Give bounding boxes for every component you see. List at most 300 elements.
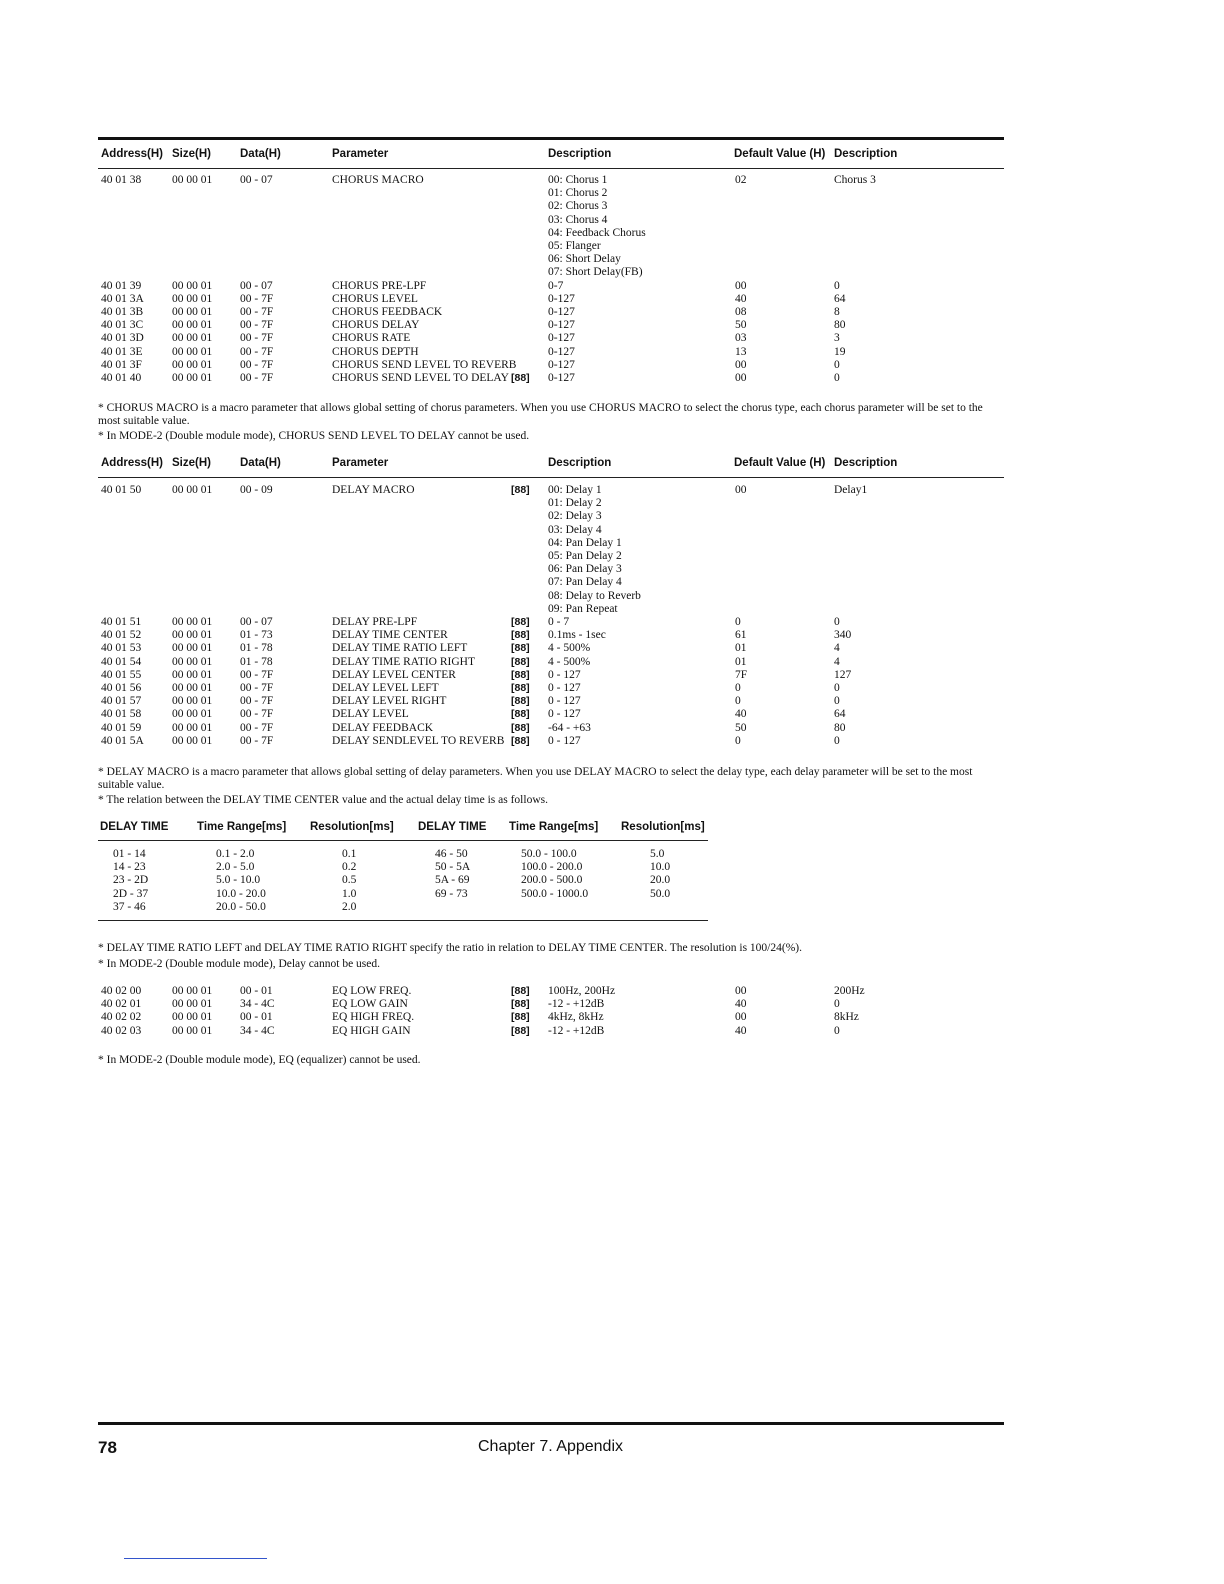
- size-cell: 00 00 01: [172, 682, 213, 694]
- parameter-cell: CHORUS MACRO: [332, 174, 424, 186]
- parameter-cell: CHORUS PRE-LPF: [332, 279, 427, 292]
- description-cell: 0 - 127: [548, 734, 581, 747]
- default-value-cell: 03: [735, 332, 747, 345]
- chorus-note-macro: * CHORUS MACRO is a macro parameter that allows global setting of chorus parameters. When you use CHORUS MACRO to select the chorus type, each chorus parameter will be set to the most suitable value.: [98, 402, 983, 428]
- bottom-rule: [98, 1422, 1004, 1425]
- default-value-cell: 40: [735, 998, 747, 1011]
- address-cell: 40 02 03: [101, 1024, 142, 1037]
- parameter-cell: DELAY PRE-LPF: [332, 616, 418, 628]
- default-value-cell: 08: [735, 306, 747, 318]
- address-cell: 40 01 51: [101, 616, 142, 628]
- parameter-cell: CHORUS SEND LEVEL TO DELAY: [332, 372, 509, 384]
- default-value-cell: 00: [735, 985, 747, 997]
- tag-cell: [88]: [511, 998, 530, 1011]
- data-cell: 00 - 7F: [240, 721, 274, 734]
- tag-cell: [88]: [511, 695, 530, 708]
- tag-cell: [88]: [511, 372, 530, 384]
- description-cell: 0-127: [548, 292, 575, 305]
- data-cell: 00 - 7F: [240, 668, 274, 681]
- table-row: [98, 682, 1004, 695]
- size-cell: 00 00 01: [172, 319, 213, 332]
- address-cell: 40 01 59: [101, 721, 142, 734]
- default-description-cell: 0: [834, 734, 840, 747]
- description-cell: -64 - +63: [548, 721, 591, 734]
- ratio-note: * DELAY TIME RATIO LEFT and DELAY TIME RATIO RIGHT specify the ratio in relation to DELAY TIME CENTER. The resolution is 100/24(%).: [98, 942, 802, 954]
- table-row: [98, 735, 1004, 748]
- chapter-title: Chapter 7. Appendix: [478, 1438, 623, 1455]
- dt-resolution-1: 0.5: [342, 874, 357, 887]
- default-description-cell: Delay1: [834, 484, 868, 496]
- address-cell: 40 01 3D: [101, 332, 144, 345]
- dt-time-range-1: 0.1 - 2.0: [216, 848, 255, 860]
- default-value-cell: 13: [735, 345, 747, 358]
- table-row: [98, 484, 1004, 497]
- table-row: [98, 656, 1004, 669]
- tag-cell: [88]: [511, 734, 530, 747]
- default-description-cell: 3: [834, 332, 840, 345]
- table-row: [98, 563, 1004, 576]
- header-default-value: Default Value (H): [734, 148, 826, 160]
- parameter-cell: DELAY TIME RATIO LEFT: [332, 642, 468, 655]
- parameter-cell: DELAY FEEDBACK: [332, 721, 434, 734]
- size-cell: 00 00 01: [172, 695, 213, 708]
- description-cell: 0-127: [548, 372, 575, 384]
- data-cell: 00 - 07: [240, 174, 273, 186]
- eq-note: * In MODE-2 (Double module mode), EQ (equalizer) cannot be used.: [98, 1054, 421, 1066]
- description-cell: 02: Delay 3: [548, 510, 602, 523]
- parameter-cell: DELAY TIME RATIO RIGHT: [332, 655, 475, 668]
- table-row: [98, 550, 1004, 563]
- size-cell: 00 00 01: [172, 616, 213, 628]
- table-row: [98, 524, 1004, 537]
- dt-header-time-range-1: Time Range[ms]: [197, 821, 287, 833]
- table-row: [98, 266, 1004, 279]
- size-cell: 00 00 01: [172, 345, 213, 358]
- tag-cell: [88]: [511, 668, 530, 681]
- data-cell: 00 - 7F: [240, 682, 274, 694]
- address-cell: 40 01 55: [101, 668, 142, 681]
- default-value-cell: 50: [735, 721, 747, 734]
- table-row: [98, 576, 1004, 589]
- default-description-cell: 64: [834, 708, 846, 721]
- size-cell: 00 00 01: [172, 998, 213, 1011]
- size-cell: 00 00 01: [172, 721, 213, 734]
- data-cell: 00 - 7F: [240, 734, 274, 747]
- description-cell: 0 - 127: [548, 708, 581, 721]
- description-cell: 09: Pan Repeat: [548, 602, 618, 615]
- data-cell: 00 - 01: [240, 1011, 273, 1024]
- default-description-cell: 80: [834, 319, 846, 332]
- size-cell: 00 00 01: [172, 1011, 213, 1024]
- table-row: [98, 510, 1004, 523]
- header-size: Size(H): [172, 457, 211, 469]
- default-description-cell: 4: [834, 642, 840, 655]
- parameter-cell: EQ LOW FREQ.: [332, 985, 412, 997]
- dt-header-time-range-2: Time Range[ms]: [509, 821, 599, 833]
- size-cell: 00 00 01: [172, 1024, 213, 1037]
- address-cell: 40 01 50: [101, 484, 142, 496]
- size-cell: 00 00 01: [172, 642, 213, 655]
- address-cell: 40 01 5A: [101, 734, 144, 747]
- table-row: [98, 642, 1004, 655]
- table-row: [98, 346, 1004, 359]
- table-row: [98, 200, 1004, 213]
- default-description-cell: 0: [834, 616, 840, 628]
- description-cell: 4 - 500%: [548, 655, 591, 668]
- tag-cell: [88]: [511, 1024, 530, 1037]
- default-description-cell: 0: [834, 682, 840, 694]
- tag-cell: [88]: [511, 721, 530, 734]
- dt-resolution-2: 20.0: [650, 874, 671, 887]
- size-cell: 00 00 01: [172, 484, 213, 496]
- dt-resolution-1: 2.0: [342, 900, 357, 913]
- description-cell: 02: Chorus 3: [548, 200, 608, 213]
- table-row: [98, 985, 1004, 998]
- tag-cell: [88]: [511, 629, 530, 642]
- description-cell: 08: Delay to Reverb: [548, 589, 641, 602]
- default-value-cell: 00: [735, 1011, 747, 1024]
- address-cell: 40 01 53: [101, 642, 142, 655]
- dt-resolution-1: 0.2: [342, 861, 357, 874]
- size-cell: 00 00 01: [172, 985, 213, 997]
- header-data: Data(H): [240, 457, 281, 469]
- delay-table-header: [98, 457, 1004, 475]
- description-cell: 100Hz, 200Hz: [548, 985, 616, 997]
- default-value-cell: 00: [735, 358, 747, 371]
- tag-cell: [88]: [511, 708, 530, 721]
- header-address: Address(H): [101, 457, 163, 469]
- table-row: [98, 214, 1004, 227]
- tag-cell: [88]: [511, 1011, 530, 1024]
- table-row: [98, 1011, 1004, 1024]
- table-row: [98, 372, 1004, 385]
- parameter-cell: DELAY LEVEL RIGHT: [332, 695, 447, 708]
- header-parameter: Parameter: [332, 457, 389, 469]
- parameter-cell: DELAY MACRO: [332, 484, 415, 496]
- dt-delay-time-2: 5A - 69: [435, 874, 470, 887]
- table-row: [98, 708, 1004, 721]
- description-cell: 04: Feedback Chorus: [548, 226, 646, 239]
- tag-cell: [88]: [511, 484, 530, 496]
- table-row: [98, 293, 1004, 306]
- description-cell: 00: Delay 1: [548, 484, 602, 496]
- description-cell: 06: Pan Delay 3: [548, 563, 622, 576]
- dt-resolution-2: 5.0: [650, 848, 665, 860]
- chorus-table-header: [98, 148, 1004, 166]
- dt-resolution-1: 1.0: [342, 887, 357, 900]
- address-cell: 40 01 38: [101, 174, 142, 186]
- default-value-cell: 61: [735, 629, 747, 642]
- default-value-cell: 40: [735, 292, 747, 305]
- dt-time-range-2: 500.0 - 1000.0: [521, 887, 589, 900]
- dt-time-range-1: 2.0 - 5.0: [216, 861, 255, 874]
- description-cell: 4 - 500%: [548, 642, 591, 655]
- default-value-cell: 0: [735, 616, 741, 628]
- tag-cell: [88]: [511, 616, 530, 628]
- size-cell: 00 00 01: [172, 668, 213, 681]
- data-cell: 00 - 7F: [240, 345, 274, 358]
- dt-delay-time-2: 50 - 5A: [435, 861, 471, 874]
- address-cell: 40 01 3A: [101, 292, 144, 305]
- default-value-cell: 50: [735, 319, 747, 332]
- description-cell: 07: Short Delay(FB): [548, 266, 643, 279]
- table-row: [98, 874, 708, 887]
- dt-resolution-2: 50.0: [650, 887, 671, 900]
- data-cell: 00 - 7F: [240, 708, 274, 721]
- delay-mode2-note: * In MODE-2 (Double module mode), Delay cannot be used.: [98, 958, 380, 970]
- description-cell: 06: Short Delay: [548, 253, 621, 266]
- default-value-cell: 01: [735, 655, 747, 668]
- description-cell: 0.1ms - 1sec: [548, 629, 606, 642]
- table-row: [98, 306, 1004, 319]
- default-description-cell: 80: [834, 721, 846, 734]
- default-description-cell: 8kHz: [834, 1011, 859, 1024]
- description-cell: 4kHz, 8kHz: [548, 1011, 604, 1024]
- default-description-cell: 0: [834, 1024, 840, 1037]
- default-value-cell: 00: [735, 372, 747, 384]
- description-cell: 0-127: [548, 332, 575, 345]
- header-data: Data(H): [240, 148, 281, 160]
- address-cell: 40 01 52: [101, 629, 142, 642]
- parameter-cell: EQ LOW GAIN: [332, 998, 408, 1011]
- dt-header-delay-time-2: DELAY TIME: [418, 821, 487, 833]
- default-description-cell: 8: [834, 306, 840, 318]
- header-size: Size(H): [172, 148, 211, 160]
- default-value-cell: 0: [735, 695, 741, 708]
- default-description-cell: 64: [834, 292, 846, 305]
- delay-time-table-header: [98, 821, 708, 839]
- size-cell: 00 00 01: [172, 292, 213, 305]
- description-cell: 0 - 7: [548, 616, 570, 628]
- default-value-cell: 0: [735, 734, 741, 747]
- description-cell: 0-127: [548, 345, 575, 358]
- size-cell: 00 00 01: [172, 306, 213, 318]
- table-row: [98, 603, 1004, 616]
- table-row: [98, 669, 1004, 682]
- table-row: [98, 280, 1004, 293]
- description-cell: -12 - +12dB: [548, 1024, 605, 1037]
- data-cell: 00 - 7F: [240, 372, 274, 384]
- data-cell: 34 - 4C: [240, 1024, 275, 1037]
- data-cell: 00 - 7F: [240, 332, 274, 345]
- chorus-header-divider: [98, 168, 1004, 169]
- table-row: [98, 616, 1004, 629]
- parameter-cell: EQ HIGH GAIN: [332, 1024, 411, 1037]
- size-cell: 00 00 01: [172, 708, 213, 721]
- default-description-cell: 0: [834, 998, 840, 1011]
- table-row: [98, 1025, 1004, 1038]
- default-description-cell: 4: [834, 655, 840, 668]
- data-cell: 00 - 7F: [240, 319, 274, 332]
- table-row: [98, 695, 1004, 708]
- table-row: [98, 227, 1004, 240]
- description-cell: 04: Pan Delay 1: [548, 536, 622, 549]
- dt-resolution-1: 0.1: [342, 848, 357, 860]
- description-cell: 0 - 127: [548, 668, 581, 681]
- table-row: [98, 901, 708, 914]
- table-row: [98, 888, 708, 901]
- address-cell: 40 01 54: [101, 655, 142, 668]
- description-cell: 0-127: [548, 319, 575, 332]
- dt-delay-time-1: 14 - 23: [113, 861, 146, 874]
- description-cell: 03: Chorus 4: [548, 213, 608, 226]
- table-row: [98, 319, 1004, 332]
- description-cell: 0 - 127: [548, 695, 581, 708]
- tag-cell: [88]: [511, 642, 530, 655]
- default-description-cell: 340: [834, 629, 852, 642]
- data-cell: 00 - 07: [240, 616, 273, 628]
- default-value-cell: 7F: [735, 668, 748, 681]
- dt-time-range-1: 10.0 - 20.0: [216, 887, 266, 900]
- description-cell: 03: Delay 4: [548, 523, 602, 536]
- dt-delay-time-1: 2D - 37: [113, 887, 149, 900]
- parameter-cell: CHORUS LEVEL: [332, 292, 418, 305]
- description-cell: 05: Pan Delay 2: [548, 550, 622, 562]
- dt-time-range-1: 5.0 - 10.0: [216, 874, 261, 887]
- address-cell: 40 01 58: [101, 708, 142, 721]
- default-value-cell: 40: [735, 1024, 747, 1037]
- default-value-cell: 01: [735, 642, 747, 655]
- link-underline: [124, 1558, 267, 1559]
- description-cell: 0-7: [548, 279, 564, 292]
- default-value-cell: 00: [735, 279, 747, 292]
- dt-header-delay-time-1: DELAY TIME: [100, 821, 169, 833]
- description-cell: 0 - 127: [548, 682, 581, 694]
- data-cell: 00 - 7F: [240, 292, 274, 305]
- address-cell: 40 01 56: [101, 682, 142, 694]
- data-cell: 00 - 07: [240, 279, 273, 292]
- description-cell: 05: Flanger: [548, 240, 601, 252]
- data-cell: 01 - 78: [240, 655, 273, 668]
- default-description-cell: 200Hz: [834, 985, 865, 997]
- table-row: [98, 174, 1004, 187]
- parameter-cell: DELAY TIME CENTER: [332, 629, 448, 642]
- table-row: [98, 187, 1004, 200]
- data-cell: 01 - 73: [240, 629, 273, 642]
- parameter-cell: CHORUS RATE: [332, 332, 411, 345]
- tag-cell: [88]: [511, 985, 530, 997]
- address-cell: 40 01 40: [101, 372, 142, 384]
- dt-delay-time-1: 01 - 14: [113, 848, 146, 860]
- dt-delay-time-1: 23 - 2D: [113, 874, 149, 887]
- default-description-cell: 0: [834, 358, 840, 371]
- table-row: [98, 537, 1004, 550]
- dt-time-range-1: 20.0 - 50.0: [216, 900, 266, 913]
- description-cell: 01: Chorus 2: [548, 187, 608, 200]
- parameter-cell: CHORUS DEPTH: [332, 345, 419, 358]
- delay-note-macro: * DELAY MACRO is a macro parameter that allows global setting of delay parameters. When you use DELAY MACRO to select the delay type, each delay parameter will be set to the most suitable value.: [98, 766, 973, 792]
- delay-time-header-divider: [98, 840, 708, 841]
- size-cell: 00 00 01: [172, 174, 213, 186]
- address-cell: 40 01 3B: [101, 306, 144, 318]
- address-cell: 40 02 00: [101, 985, 142, 997]
- size-cell: 00 00 01: [172, 629, 213, 642]
- table-row: [98, 253, 1004, 266]
- address-cell: 40 01 3F: [101, 358, 142, 371]
- address-cell: 40 01 3E: [101, 345, 143, 358]
- dt-header-resolution-2: Resolution[ms]: [621, 821, 705, 833]
- header-address: Address(H): [101, 148, 163, 160]
- header-description: Description: [548, 457, 612, 469]
- address-cell: 40 02 02: [101, 1011, 142, 1024]
- parameter-cell: EQ HIGH FREQ.: [332, 1011, 415, 1024]
- parameter-cell: DELAY SENDLEVEL TO REVERB: [332, 734, 505, 747]
- table-row: [98, 590, 1004, 603]
- default-value-cell: 00: [735, 484, 747, 496]
- table-row: [98, 861, 708, 874]
- default-description-cell: Chorus 3: [834, 174, 876, 186]
- header-default-description: Description: [834, 148, 898, 160]
- header-default-description: Description: [834, 457, 898, 469]
- table-row: [98, 359, 1004, 372]
- size-cell: 00 00 01: [172, 279, 213, 292]
- default-description-cell: 127: [834, 668, 852, 681]
- data-cell: 00 - 01: [240, 985, 273, 997]
- table-row: [98, 497, 1004, 510]
- delay-note-relation: * The relation between the DELAY TIME CENTER value and the actual delay time is as follows.: [98, 794, 548, 806]
- dt-time-range-2: 50.0 - 100.0: [521, 848, 577, 860]
- description-cell: 07: Pan Delay 4: [548, 576, 622, 589]
- description-cell: 0-127: [548, 306, 575, 318]
- address-cell: 40 01 57: [101, 695, 142, 708]
- description-cell: 01: Delay 2: [548, 497, 602, 510]
- default-value-cell: 40: [735, 708, 747, 721]
- top-rule: [98, 137, 1004, 140]
- parameter-cell: CHORUS DELAY: [332, 319, 420, 332]
- page-number: 78: [98, 1438, 117, 1457]
- default-description-cell: 0: [834, 372, 840, 384]
- default-description-cell: 0: [834, 279, 840, 292]
- parameter-cell: CHORUS FEEDBACK: [332, 306, 443, 318]
- dt-delay-time-1: 37 - 46: [113, 900, 146, 913]
- dt-time-range-2: 200.0 - 500.0: [521, 874, 583, 887]
- size-cell: 00 00 01: [172, 372, 213, 384]
- table-row: [98, 722, 1004, 735]
- table-row: [98, 998, 1004, 1011]
- header-default-value: Default Value (H): [734, 457, 826, 469]
- address-cell: 40 01 39: [101, 279, 142, 292]
- address-cell: 40 01 3C: [101, 319, 144, 332]
- delay-time-bottom-divider: [98, 920, 708, 921]
- default-description-cell: 19: [834, 345, 846, 358]
- table-row: [98, 629, 1004, 642]
- default-description-cell: 0: [834, 695, 840, 708]
- size-cell: 00 00 01: [172, 358, 213, 371]
- dt-time-range-2: 100.0 - 200.0: [521, 861, 583, 874]
- chorus-note-mode2: * In MODE-2 (Double module mode), CHORUS SEND LEVEL TO DELAY cannot be used.: [98, 430, 530, 442]
- delay-header-divider: [98, 477, 1004, 478]
- table-row: [98, 240, 1004, 253]
- size-cell: 00 00 01: [172, 332, 213, 345]
- table-row: [98, 332, 1004, 345]
- tag-cell: [88]: [511, 655, 530, 668]
- description-cell: 0-127: [548, 358, 575, 371]
- data-cell: 34 - 4C: [240, 998, 275, 1011]
- size-cell: 00 00 01: [172, 734, 213, 747]
- parameter-cell: DELAY LEVEL LEFT: [332, 682, 439, 694]
- description-cell: 00: Chorus 1: [548, 174, 608, 186]
- dt-delay-time-2: 46 - 50: [435, 848, 468, 860]
- tag-cell: [88]: [511, 682, 530, 694]
- size-cell: 00 00 01: [172, 655, 213, 668]
- header-parameter: Parameter: [332, 148, 389, 160]
- dt-header-resolution-1: Resolution[ms]: [310, 821, 394, 833]
- data-cell: 00 - 7F: [240, 306, 274, 318]
- data-cell: 00 - 09: [240, 484, 273, 496]
- default-value-cell: 0: [735, 682, 741, 694]
- dt-resolution-2: 10.0: [650, 861, 671, 874]
- parameter-cell: DELAY LEVEL CENTER: [332, 668, 456, 681]
